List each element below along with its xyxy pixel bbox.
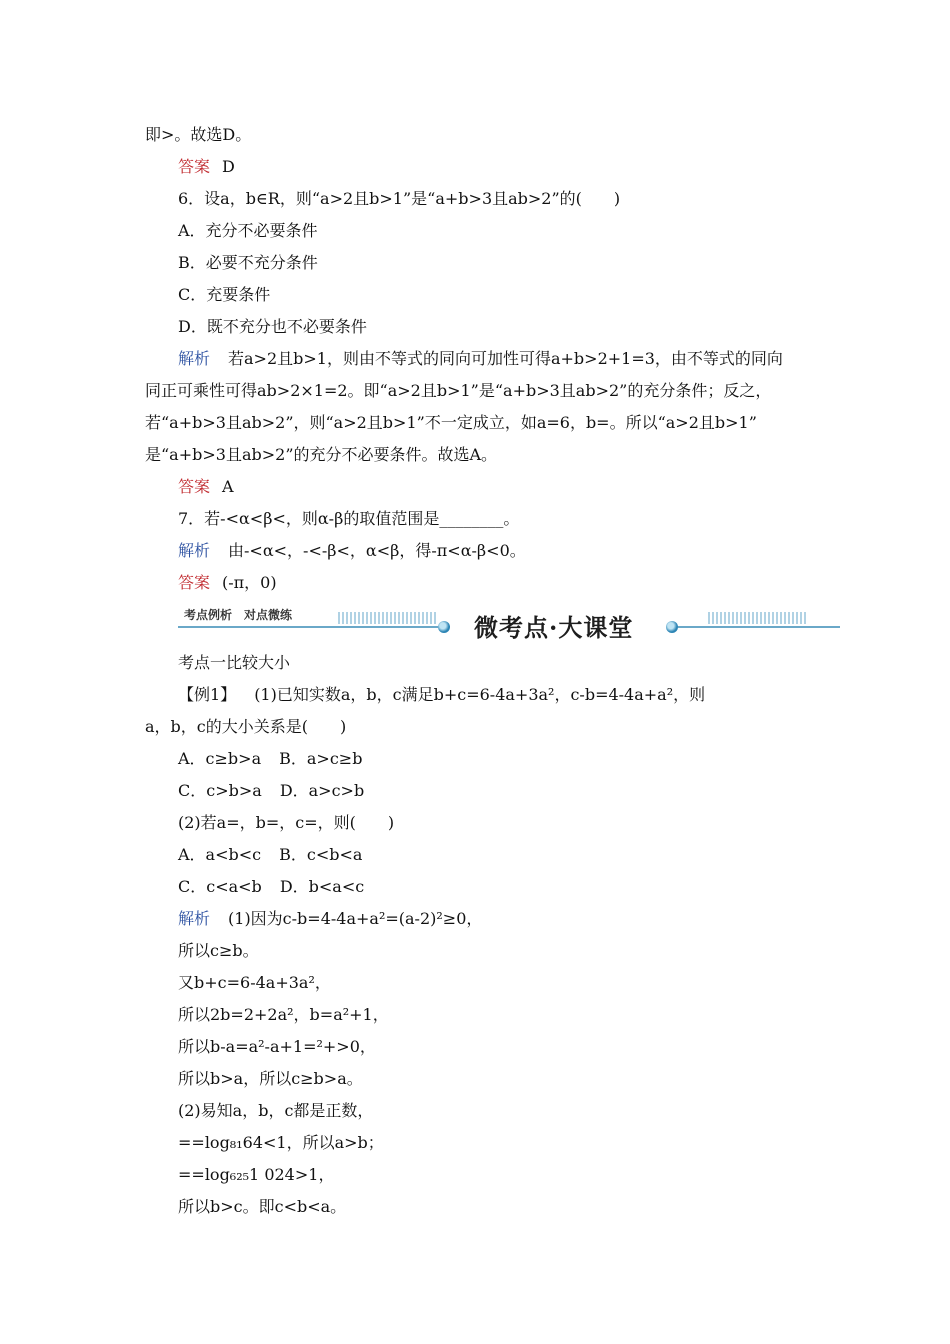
options-row <box>178 844 362 866</box>
section-banner <box>178 604 840 646</box>
options-row <box>178 876 364 898</box>
circle-bullet-icon <box>438 621 450 633</box>
option-b: B．必要不充分条件 <box>178 253 318 272</box>
text-line: 即>。故选D。 <box>145 125 252 144</box>
solution-label: 解析 <box>178 349 211 368</box>
solution-line: (2)易知a，b，c都是正数， <box>178 1101 374 1120</box>
answer-line <box>178 572 277 594</box>
example-text: (1)已知实数a，b，c满足b+c=6-4a+3a²，c-b=4-4a+a²，则 <box>254 685 706 704</box>
answer-label: 答案 <box>178 477 211 496</box>
answer-value: D <box>222 157 235 176</box>
option-b: B．c<b<a <box>279 845 363 864</box>
option-a: A．a<b<c <box>178 845 262 864</box>
banner-rule-right <box>678 626 840 628</box>
option-c: C．c>b>a <box>178 781 262 800</box>
solution-text: (1)因为c-b=4-4a+a²=(a-2)²≥0， <box>228 909 483 928</box>
option-d: D．b<a<c <box>279 877 365 896</box>
solution-line: 所以b>c。即c<b<a。 <box>178 1197 347 1216</box>
option-d: D．既不充分也不必要条件 <box>178 317 367 336</box>
option-c: C．c<a<b <box>178 877 262 896</box>
answer-label: 答案 <box>178 573 211 592</box>
solution-line: 所以b-a=a²-a+1=²+>0， <box>178 1037 376 1056</box>
example-line <box>178 684 705 706</box>
circle-bullet-icon <box>666 621 678 633</box>
options-row <box>178 780 364 802</box>
example-line: (2)若a=，b=，c=，则( ) <box>178 813 395 832</box>
example-label: 【例1】 <box>178 685 237 704</box>
solution-line <box>178 348 783 370</box>
solution-line: 若“a+b>3且ab>2”，则“a>2且b>1”不一定成立，如a=6，b=。所以“a>2且b>1” <box>145 413 757 432</box>
solution-line: ==log₆₂₅1 024>1， <box>178 1165 335 1184</box>
option-a: A．c≥b>a <box>178 749 262 768</box>
solution-label: 解析 <box>178 909 211 928</box>
solution-text: 若a>2且b>1，则由不等式的同向可加性可得a+b>2+1=3，由不等式的同向 <box>228 349 783 368</box>
solution-line: 所以c≥b。 <box>178 941 259 960</box>
solution-label: 解析 <box>178 541 211 560</box>
banner-rule-left <box>178 626 440 628</box>
solution-line: 同正可乘性可得ab>2×1=2。即“a>2且b>1”是“a+b>3且ab>2”的充分条件；反之， <box>145 381 772 400</box>
solution-line: 是“a+b>3且ab>2”的充分不必要条件。故选A。 <box>145 445 498 464</box>
solution-line: ==log₈₁64<1，所以a>b； <box>178 1133 384 1152</box>
option-d: D．a>c>b <box>279 781 365 800</box>
solution-line <box>178 908 482 930</box>
question-7: 7．若-<α<β<，则α-β的取值范围是________。 <box>178 509 520 528</box>
banner-hatch-right <box>708 612 808 624</box>
answer-value: (-π，0) <box>222 573 277 592</box>
solution-line: 所以2b=2+2a²，b=a²+1， <box>178 1005 389 1024</box>
answer-value: A <box>222 477 234 496</box>
answer-line <box>178 156 235 178</box>
option-a: A．充分不必要条件 <box>178 221 318 240</box>
question-6: 6．设a，b∈R，则“a>2且b>1”是“a+b>3且ab>2”的( ) <box>178 189 621 208</box>
solution-line <box>178 540 526 562</box>
solution-text: 由-<α<，-<-β<，α<β，得-π<α-β<0。 <box>228 541 526 560</box>
banner-hatch-left <box>338 612 436 624</box>
section-heading: 考点一比较大小 <box>178 653 291 672</box>
options-row <box>178 748 362 770</box>
answer-label: 答案 <box>178 157 211 176</box>
banner-title: 微考点·大课堂 <box>474 613 634 642</box>
option-c: C．充要条件 <box>178 285 271 304</box>
solution-line: 所以b>a，所以c≥b>a。 <box>178 1069 363 1088</box>
answer-line <box>178 476 234 498</box>
solution-line: 又b+c=6-4a+3a²， <box>178 973 331 992</box>
option-b: B．a>c≥b <box>279 749 363 768</box>
example-line: a，b，c的大小关系是( ) <box>145 717 347 736</box>
banner-subtitle: 考点例析 对点微练 <box>184 608 293 622</box>
